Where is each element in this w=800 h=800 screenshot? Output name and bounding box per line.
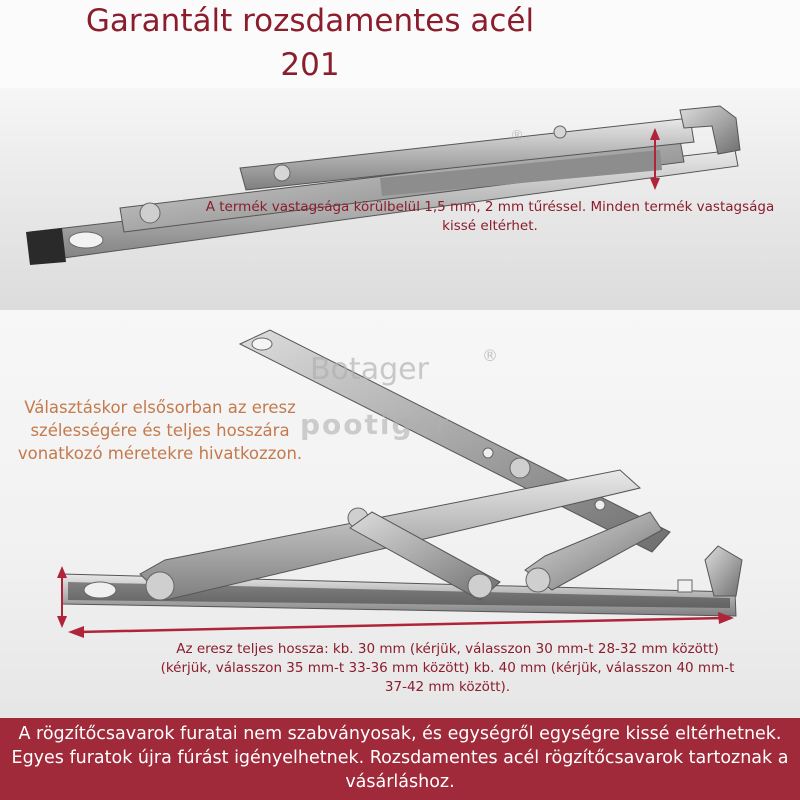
title-line-1: Garantált rozsdamentes acél xyxy=(85,3,535,39)
registered-mark: ® xyxy=(482,346,498,365)
banner-text: A rögzítőcsavarok furatai nem szabványosak, és egységről egységre kissé eltérhetnek. Egyes furatok újra fúrást igényelhetnek. Rozsdamentes acél rögzítőcsavarok tartoznak a vásárláshoz. xyxy=(11,724,789,792)
selection-note: Választáskor elsősorban az eresz szélességére és teljes hosszára vonatkozó méretekre hivatkozzon. xyxy=(17,398,303,463)
watermark-brand: Botager xyxy=(310,352,429,387)
length-note: Az eresz teljes hossza: kb. 30 mm (kérjük, válasszon 30 mm-t 28-32 mm között) (kérjük, válasszon 35 mm-t 33-36 mm között) kb. 40 mm (kérjük, válasszon 40 mm-t 37-42 mm között). xyxy=(160,641,735,695)
thickness-note: A termék vastagsága körülbelül 1,5 mm, 2 mm tűréssel. Minden termék vastagsága kissé eltérhet. xyxy=(205,199,775,234)
title-line-2: 201 xyxy=(280,47,340,83)
watermark-brand-2: pootiger xyxy=(300,408,451,441)
registered-mark-top: ® xyxy=(510,128,524,144)
